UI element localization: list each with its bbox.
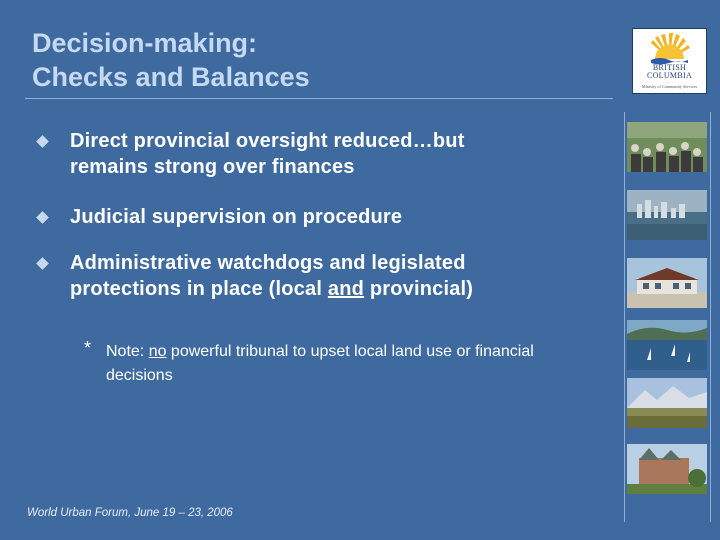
title-line-2: Checks and Balances — [32, 62, 310, 92]
photo-crowd — [627, 122, 707, 172]
slide-title — [32, 26, 592, 94]
photo-strip-right-border — [710, 112, 711, 522]
bullet-diamond-icon — [36, 257, 49, 270]
logo-wordmark — [633, 64, 706, 80]
bullet-line: remains strong over finances — [70, 156, 355, 178]
footnote-line — [106, 340, 606, 364]
logo-line-2: COLUMBIA — [646, 71, 693, 80]
photo-harbour-boats — [627, 320, 707, 370]
bullet-line-part: provincial) — [364, 278, 474, 300]
photo-mountains — [627, 378, 707, 428]
footnote-line: decisions — [106, 367, 173, 384]
footer-text: World Urban Forum, June 19 – 23, 2006 — [27, 507, 233, 519]
bullet-text: Judicial supervision on procedure — [70, 206, 403, 228]
footnote-part: Note: — [106, 343, 149, 360]
logo-ministry: Ministry of Community Services — [641, 84, 698, 89]
sun-logo-icon — [633, 29, 706, 65]
photo-strip-left-border — [624, 112, 625, 522]
footnote-text — [106, 340, 606, 388]
bullet-line: Direct provincial oversight reduced…but — [70, 130, 465, 152]
footnote-part: powerful tribunal to upset local land use or financial — [166, 343, 534, 360]
bc-logo — [632, 28, 707, 94]
photo-historic-hotel — [627, 444, 707, 494]
bullet-text — [70, 250, 610, 302]
logo-line-1: BRITISH — [652, 63, 687, 72]
bullet-line: Administrative watchdogs and legislated — [70, 252, 466, 274]
underlined-word: and — [327, 278, 365, 300]
bullet-diamond-icon — [36, 135, 49, 148]
underlined-word: no — [148, 343, 167, 360]
title-line-1: Decision-making: — [32, 28, 258, 58]
bullet-line — [70, 276, 610, 302]
asterisk-marker: * — [84, 338, 92, 358]
bullet-line-part: protections in place (local — [70, 278, 328, 300]
bullet-text — [70, 128, 610, 180]
title-underline — [25, 98, 613, 99]
photo-building — [627, 258, 707, 308]
photo-city-skyline — [627, 190, 707, 240]
bullet-diamond-icon — [36, 211, 49, 224]
